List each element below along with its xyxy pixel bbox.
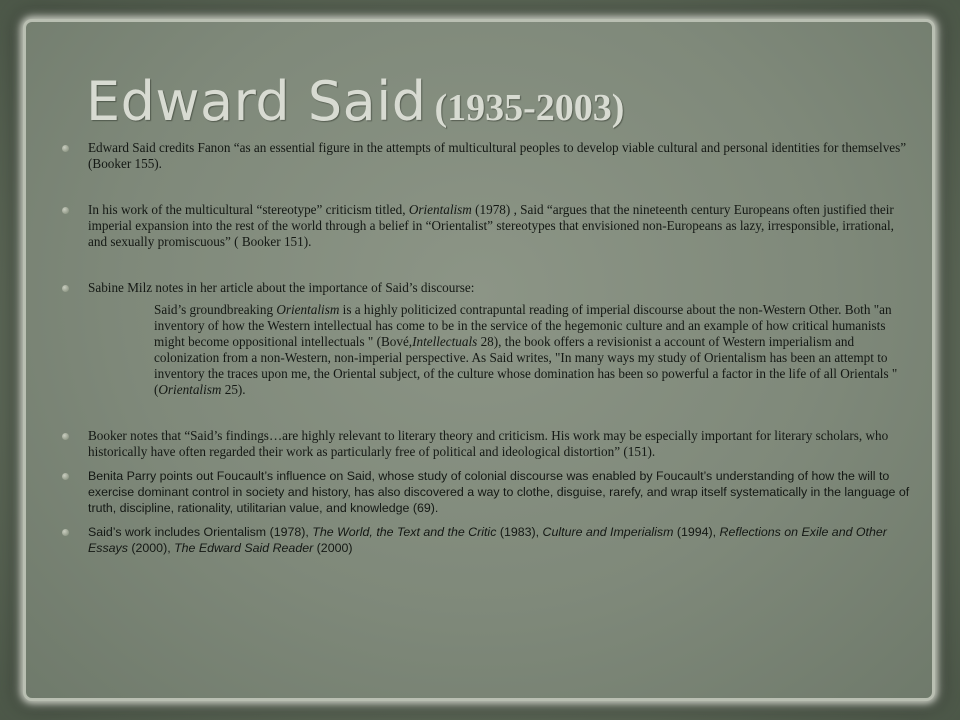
bullet-text: (1994), [673, 525, 720, 539]
bullet-text: (1978) , Said “argues that the nineteenth century Europeans often justified their imperial expansion into the rest of the world through a belief in “Orientalist” stereotypes that envisioned non-Europeans as lazy, irresponsible, irrational, and sexually promiscuous” ( Booker 151). [88, 202, 894, 249]
bullet-orientalism [62, 202, 910, 250]
title-name: Edward Said [86, 70, 427, 133]
bullet-icon [62, 529, 69, 536]
bullet-icon [62, 285, 69, 292]
bullet-text: Edward Said credits Fanon “as an essential figure in the attempts of multicultural peoples to develop viable cultural and personal identities for themselves” (Booker 155). [88, 140, 907, 171]
book-title: Culture and Imperialism [542, 525, 674, 539]
quote-text: 25). [221, 382, 246, 397]
bullet-parry [62, 468, 910, 516]
book-title: Orientalism [408, 202, 472, 217]
book-title: Orientalism [276, 302, 340, 317]
book-title: The Edward Said Reader [174, 541, 314, 555]
slide-body [62, 140, 910, 556]
bullet-icon [62, 145, 69, 152]
bullet-icon [62, 433, 69, 440]
bullet-works [62, 524, 910, 556]
bullet-icon [62, 473, 69, 480]
bullet-booker [62, 428, 910, 460]
book-title: Orientalism [158, 382, 222, 397]
book-title: Intellectuals [412, 334, 478, 349]
title-years: (1935-2003) [434, 87, 625, 129]
quote-text: 28), the book offers a revisionist a account of Western imperialism and colonization from a non-Western, non-imperial perspective. As Said writes, "In many ways my study of Orientalism has been an attempt to inventory the traces upon me, the Oriental subject, of the culture whose domination has been so powerful a factor in the life of all Orientals " ( [154, 334, 898, 397]
bullet-text: (1983), [496, 525, 543, 539]
bullet-text: Benita Parry points out Foucault’s influence on Said, whose study of colonial discourse was enabled by Foucault’s understanding of how the will to exercise dominant control in society and history, has also discovered a way to clothe, disguise, rarefy, and wrap itself systematically in the language of truth, discipline, rationality, utilitarian value, and knowledge (69). [88, 469, 910, 515]
bullet-fanon [62, 140, 910, 172]
book-title: The World, the Text and the Critic [312, 525, 497, 539]
bullet-text: Said’s work includes Orientalism (1978), [88, 525, 313, 539]
bullet-text: In his work of the multicultural “stereotype” criticism titled, [88, 202, 409, 217]
bullet-text: (2000), [127, 541, 175, 555]
slide-title [86, 70, 786, 140]
quote-text: is a highly politicized contrapuntal reading of imperial discourse about the non-Western Other. Both "an inventory of how the Western intellectual has come to be in the service of the hegemonic culture and an example of how critical humanists might become oppositional intellectuals " (Bové, [154, 302, 892, 349]
bullet-icon [62, 207, 69, 214]
block-quote [62, 302, 910, 398]
bullet-milz [62, 280, 910, 296]
bullet-text: Sabine Milz notes in her article about the importance of Said’s discourse: [88, 280, 475, 295]
quote-text: Said’s groundbreaking [154, 302, 277, 317]
book-title: Reflections on Exile and Other Essays [88, 525, 887, 555]
bullet-text: Booker notes that “Said’s findings…are highly relevant to literary theory and criticism. His work may be especially important for literary scholars, who historically have often regarded their work as particularly free of political and ideological distortion” (151). [88, 428, 889, 459]
bullet-text: (2000) [313, 541, 353, 555]
